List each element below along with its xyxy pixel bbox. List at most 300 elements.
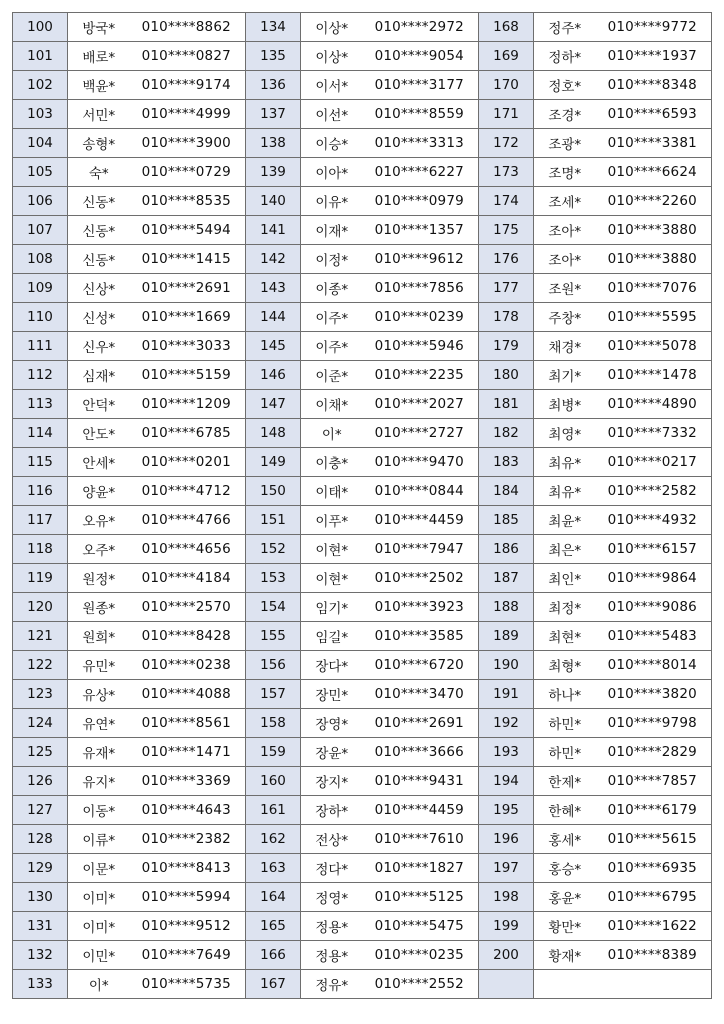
entry-number: 134 xyxy=(246,13,301,42)
entry-number: 147 xyxy=(246,390,301,419)
entry-phone: 010****2727 xyxy=(361,419,479,448)
entry-name: 숙* xyxy=(68,158,128,187)
entry-number: 120 xyxy=(13,593,68,622)
entry-number: 142 xyxy=(246,245,301,274)
entry-number: 170 xyxy=(479,71,534,100)
table-row xyxy=(13,854,712,883)
entry-name: 조원* xyxy=(534,274,594,303)
entry-phone: 010****9772 xyxy=(594,13,712,42)
entry-phone: 010****1937 xyxy=(594,42,712,71)
entry-phone: 010****3666 xyxy=(361,738,479,767)
entry-number: 100 xyxy=(13,13,68,42)
entry-name: 정용* xyxy=(301,941,361,970)
entry-phone: 010****5125 xyxy=(361,883,479,912)
entry-phone: 010****4643 xyxy=(128,796,246,825)
entry-name: 최유* xyxy=(534,477,594,506)
entry-phone: 010****6593 xyxy=(594,100,712,129)
entry-name: 이상* xyxy=(301,13,361,42)
entry-phone: 010****2582 xyxy=(594,477,712,506)
entry-number: 187 xyxy=(479,564,534,593)
entry-name: 임기* xyxy=(301,593,361,622)
entry-number: 197 xyxy=(479,854,534,883)
entry-number: 115 xyxy=(13,448,68,477)
entry-name: 이상* xyxy=(301,42,361,71)
entry-name: 이아* xyxy=(301,158,361,187)
winner-list-table xyxy=(12,12,712,999)
entry-phone: 010****2502 xyxy=(361,564,479,593)
entry-phone: 010****2570 xyxy=(128,593,246,622)
entry-phone: 010****0729 xyxy=(128,158,246,187)
entry-phone: 010****3585 xyxy=(361,622,479,651)
entry-name: 안도* xyxy=(68,419,128,448)
entry-phone: 010****8862 xyxy=(128,13,246,42)
entry-phone: 010****4999 xyxy=(128,100,246,129)
entry-number: 157 xyxy=(246,680,301,709)
entry-name: 신동* xyxy=(68,245,128,274)
entry-name: 방국* xyxy=(68,13,128,42)
entry-number: 190 xyxy=(479,651,534,680)
entry-phone: 010****4088 xyxy=(128,680,246,709)
table-row xyxy=(13,535,712,564)
entry-number: 183 xyxy=(479,448,534,477)
entry-phone: 010****4459 xyxy=(361,506,479,535)
entry-phone: 010****6795 xyxy=(594,883,712,912)
entry-number: 161 xyxy=(246,796,301,825)
table-row xyxy=(13,100,712,129)
entry-name: 정다* xyxy=(301,854,361,883)
table-row xyxy=(13,187,712,216)
entry-number: 121 xyxy=(13,622,68,651)
entry-number: 103 xyxy=(13,100,68,129)
table-row xyxy=(13,390,712,419)
entry-phone: 010****8348 xyxy=(594,71,712,100)
entry-number: 192 xyxy=(479,709,534,738)
entry-name: 신상* xyxy=(68,274,128,303)
table-row xyxy=(13,883,712,912)
entry-phone: 010****2552 xyxy=(361,970,479,999)
entry-phone: 010****7947 xyxy=(361,535,479,564)
entry-name: 최인* xyxy=(534,564,594,593)
entry-name: 최병* xyxy=(534,390,594,419)
table-row xyxy=(13,767,712,796)
entry-number: 198 xyxy=(479,883,534,912)
entry-phone: 010****9054 xyxy=(361,42,479,71)
table-row xyxy=(13,129,712,158)
entry-name: 신성* xyxy=(68,303,128,332)
entry-phone: 010****1415 xyxy=(128,245,246,274)
entry-phone: 010****6227 xyxy=(361,158,479,187)
entry-name: 이문* xyxy=(68,854,128,883)
table-row xyxy=(13,71,712,100)
table-row xyxy=(13,825,712,854)
entry-phone: 010****1622 xyxy=(594,912,712,941)
entry-number: 123 xyxy=(13,680,68,709)
entry-name: 이승* xyxy=(301,129,361,158)
entry-number: 200 xyxy=(479,941,534,970)
table-row xyxy=(13,912,712,941)
entry-number: 143 xyxy=(246,274,301,303)
entry-number: 114 xyxy=(13,419,68,448)
entry-name: 유상* xyxy=(68,680,128,709)
entry-phone: 010****0235 xyxy=(361,941,479,970)
entry-name: 장지* xyxy=(301,767,361,796)
entry-phone: 010****3313 xyxy=(361,129,479,158)
entry-phone: 010****9431 xyxy=(361,767,479,796)
table-row xyxy=(13,158,712,187)
entry-number: 118 xyxy=(13,535,68,564)
table-row xyxy=(13,970,712,999)
entry-name: 오주* xyxy=(68,535,128,564)
entry-phone: 010****5615 xyxy=(594,825,712,854)
entry-number: 182 xyxy=(479,419,534,448)
entry-name: 안덕* xyxy=(68,390,128,419)
entry-phone: 010****2382 xyxy=(128,825,246,854)
entry-phone: 010****8014 xyxy=(594,651,712,680)
entry-phone: 010****0827 xyxy=(128,42,246,71)
entry-phone: 010****6624 xyxy=(594,158,712,187)
entry-number: 177 xyxy=(479,274,534,303)
entry-phone: 010****9512 xyxy=(128,912,246,941)
table-row xyxy=(13,274,712,303)
table-row xyxy=(13,593,712,622)
entry-name: 오유* xyxy=(68,506,128,535)
entry-number: 126 xyxy=(13,767,68,796)
entry-name: 홍세* xyxy=(534,825,594,854)
entry-phone: 010****5735 xyxy=(128,970,246,999)
entry-name: 이미* xyxy=(68,883,128,912)
entry-number: 130 xyxy=(13,883,68,912)
entry-name: 이유* xyxy=(301,187,361,216)
entry-number: 189 xyxy=(479,622,534,651)
entry-name: 신동* xyxy=(68,187,128,216)
entry-number: 144 xyxy=(246,303,301,332)
entry-name: 양윤* xyxy=(68,477,128,506)
entry-name: 최유* xyxy=(534,448,594,477)
entry-number: 185 xyxy=(479,506,534,535)
entry-phone: 010****6157 xyxy=(594,535,712,564)
entry-number: 129 xyxy=(13,854,68,883)
entry-number: 163 xyxy=(246,854,301,883)
table-row xyxy=(13,303,712,332)
entry-number: 174 xyxy=(479,187,534,216)
entry-number: 156 xyxy=(246,651,301,680)
entry-phone: 010****0239 xyxy=(361,303,479,332)
entry-name: 배로* xyxy=(68,42,128,71)
entry-phone: 010****8428 xyxy=(128,622,246,651)
entry-number: 102 xyxy=(13,71,68,100)
entry-phone: 010****3900 xyxy=(128,129,246,158)
entry-name: 이푸* xyxy=(301,506,361,535)
entry-phone: 010****9864 xyxy=(594,564,712,593)
entry-phone: 010****1827 xyxy=(361,854,479,883)
entry-phone: 010****0844 xyxy=(361,477,479,506)
entry-number: 180 xyxy=(479,361,534,390)
entry-name: 황재* xyxy=(534,941,594,970)
entry-phone: 010****7610 xyxy=(361,825,479,854)
entry-phone: 010****5078 xyxy=(594,332,712,361)
entry-number: 148 xyxy=(246,419,301,448)
entry-phone: 010****1478 xyxy=(594,361,712,390)
entry-name: 정하* xyxy=(534,42,594,71)
entry-number: 101 xyxy=(13,42,68,71)
table-row xyxy=(13,332,712,361)
entry-phone: 010****2829 xyxy=(594,738,712,767)
table-row xyxy=(13,216,712,245)
entry-number: 195 xyxy=(479,796,534,825)
entry-name: 이정* xyxy=(301,245,361,274)
entry-phone: 010****6785 xyxy=(128,419,246,448)
entry-name: 이준* xyxy=(301,361,361,390)
entry-number: 181 xyxy=(479,390,534,419)
entry-number: 116 xyxy=(13,477,68,506)
table-body xyxy=(13,13,712,999)
entry-number: 196 xyxy=(479,825,534,854)
entry-phone: 010****1669 xyxy=(128,303,246,332)
entry-name: 정주* xyxy=(534,13,594,42)
entry-phone: 010****7649 xyxy=(128,941,246,970)
entry-number: 119 xyxy=(13,564,68,593)
entry-number: 176 xyxy=(479,245,534,274)
entry-number: 140 xyxy=(246,187,301,216)
entry-phone: 010****3381 xyxy=(594,129,712,158)
entry-phone: 010****7076 xyxy=(594,274,712,303)
entry-name: 황만* xyxy=(534,912,594,941)
entry-name: 정유* xyxy=(301,970,361,999)
entry-name: 이서* xyxy=(301,71,361,100)
entry-name: 장영* xyxy=(301,709,361,738)
table-row xyxy=(13,42,712,71)
entry-name: 채경* xyxy=(534,332,594,361)
entry-name: 최윤* xyxy=(534,506,594,535)
entry-number: 175 xyxy=(479,216,534,245)
entry-number: 131 xyxy=(13,912,68,941)
entry-name: 이선* xyxy=(301,100,361,129)
entry-number: 132 xyxy=(13,941,68,970)
entry-name: 정영* xyxy=(301,883,361,912)
entry-number: 199 xyxy=(479,912,534,941)
entry-phone: 010****2027 xyxy=(361,390,479,419)
table-row xyxy=(13,477,712,506)
entry-name: 한제* xyxy=(534,767,594,796)
entry-phone: 010****9798 xyxy=(594,709,712,738)
entry-number: 122 xyxy=(13,651,68,680)
table-row xyxy=(13,361,712,390)
entry-name: 이동* xyxy=(68,796,128,825)
entry-number: 124 xyxy=(13,709,68,738)
entry-name: 주창* xyxy=(534,303,594,332)
entry-phone: 010****3820 xyxy=(594,680,712,709)
entry-number: 155 xyxy=(246,622,301,651)
entry-phone: 010****3923 xyxy=(361,593,479,622)
entry-number: 145 xyxy=(246,332,301,361)
entry-number: 138 xyxy=(246,129,301,158)
entry-number: 193 xyxy=(479,738,534,767)
entry-number: 158 xyxy=(246,709,301,738)
empty-number-cell xyxy=(479,970,534,999)
entry-number: 160 xyxy=(246,767,301,796)
entry-name: 조세* xyxy=(534,187,594,216)
entry-phone: 010****5595 xyxy=(594,303,712,332)
entry-number: 127 xyxy=(13,796,68,825)
entry-number: 139 xyxy=(246,158,301,187)
entry-name: 이현* xyxy=(301,535,361,564)
entry-phone: 010****8413 xyxy=(128,854,246,883)
entry-name: 임길* xyxy=(301,622,361,651)
entry-phone: 010****8535 xyxy=(128,187,246,216)
entry-number: 168 xyxy=(479,13,534,42)
entry-name: 유민* xyxy=(68,651,128,680)
entry-number: 117 xyxy=(13,506,68,535)
entry-name: 신동* xyxy=(68,216,128,245)
entry-phone: 010****9470 xyxy=(361,448,479,477)
table-row xyxy=(13,564,712,593)
entry-name: 이* xyxy=(301,419,361,448)
entry-number: 104 xyxy=(13,129,68,158)
entry-phone: 010****5483 xyxy=(594,622,712,651)
entry-phone: 010****3369 xyxy=(128,767,246,796)
entry-name: 이채* xyxy=(301,390,361,419)
table-row xyxy=(13,448,712,477)
entry-name: 심재* xyxy=(68,361,128,390)
entry-number: 173 xyxy=(479,158,534,187)
entry-number: 105 xyxy=(13,158,68,187)
entry-name: 하나* xyxy=(534,680,594,709)
entry-number: 154 xyxy=(246,593,301,622)
entry-phone: 010****4932 xyxy=(594,506,712,535)
entry-phone: 010****2691 xyxy=(128,274,246,303)
entry-name: 신우* xyxy=(68,332,128,361)
table-row xyxy=(13,738,712,767)
entry-phone: 010****1209 xyxy=(128,390,246,419)
entry-number: 159 xyxy=(246,738,301,767)
entry-name: 이재* xyxy=(301,216,361,245)
entry-number: 172 xyxy=(479,129,534,158)
entry-phone: 010****7332 xyxy=(594,419,712,448)
entry-number: 110 xyxy=(13,303,68,332)
entry-name: 조광* xyxy=(534,129,594,158)
entry-phone: 010****3470 xyxy=(361,680,479,709)
entry-number: 113 xyxy=(13,390,68,419)
entry-phone: 010****3177 xyxy=(361,71,479,100)
entry-phone: 010****4712 xyxy=(128,477,246,506)
entry-name: 이* xyxy=(68,970,128,999)
entry-name: 이미* xyxy=(68,912,128,941)
entry-name: 최정* xyxy=(534,593,594,622)
entry-phone: 010****8559 xyxy=(361,100,479,129)
entry-number: 106 xyxy=(13,187,68,216)
entry-phone: 010****4766 xyxy=(128,506,246,535)
entry-phone: 010****3033 xyxy=(128,332,246,361)
entry-name: 안세* xyxy=(68,448,128,477)
entry-phone: 010****5494 xyxy=(128,216,246,245)
entry-name: 정용* xyxy=(301,912,361,941)
entry-phone: 010****2235 xyxy=(361,361,479,390)
entry-phone: 010****8389 xyxy=(594,941,712,970)
entry-name: 이류* xyxy=(68,825,128,854)
entry-name: 장하* xyxy=(301,796,361,825)
entry-name: 하민* xyxy=(534,738,594,767)
entry-name: 이충* xyxy=(301,448,361,477)
entry-number: 135 xyxy=(246,42,301,71)
entry-name: 조명* xyxy=(534,158,594,187)
entry-phone: 010****9086 xyxy=(594,593,712,622)
entry-phone: 010****5475 xyxy=(361,912,479,941)
table-row xyxy=(13,506,712,535)
entry-name: 이주* xyxy=(301,332,361,361)
entry-phone: 010****8561 xyxy=(128,709,246,738)
entry-name: 장윤* xyxy=(301,738,361,767)
entry-number: 153 xyxy=(246,564,301,593)
entry-phone: 010****0217 xyxy=(594,448,712,477)
entry-number: 151 xyxy=(246,506,301,535)
entry-name: 최영* xyxy=(534,419,594,448)
entry-phone: 010****7856 xyxy=(361,274,479,303)
entry-phone: 010****0201 xyxy=(128,448,246,477)
entry-name: 유지* xyxy=(68,767,128,796)
entry-phone: 010****4656 xyxy=(128,535,246,564)
table-row xyxy=(13,419,712,448)
table-row xyxy=(13,680,712,709)
table-row xyxy=(13,245,712,274)
entry-name: 이현* xyxy=(301,564,361,593)
table-row xyxy=(13,622,712,651)
entry-phone: 010****4459 xyxy=(361,796,479,825)
entry-number: 108 xyxy=(13,245,68,274)
entry-name: 원정* xyxy=(68,564,128,593)
entry-number: 164 xyxy=(246,883,301,912)
empty-cell xyxy=(534,970,712,999)
entry-number: 184 xyxy=(479,477,534,506)
entry-number: 146 xyxy=(246,361,301,390)
entry-name: 백윤* xyxy=(68,71,128,100)
entry-number: 167 xyxy=(246,970,301,999)
entry-name: 송형* xyxy=(68,129,128,158)
entry-phone: 010****4890 xyxy=(594,390,712,419)
entry-phone: 010****5994 xyxy=(128,883,246,912)
entry-number: 109 xyxy=(13,274,68,303)
entry-name: 하민* xyxy=(534,709,594,738)
entry-phone: 010****9612 xyxy=(361,245,479,274)
entry-name: 조아* xyxy=(534,245,594,274)
entry-name: 최은* xyxy=(534,535,594,564)
entry-name: 최형* xyxy=(534,651,594,680)
entry-number: 166 xyxy=(246,941,301,970)
entry-name: 이종* xyxy=(301,274,361,303)
entry-number: 194 xyxy=(479,767,534,796)
entry-number: 179 xyxy=(479,332,534,361)
entry-number: 141 xyxy=(246,216,301,245)
entry-number: 107 xyxy=(13,216,68,245)
entry-name: 홍윤* xyxy=(534,883,594,912)
entry-number: 149 xyxy=(246,448,301,477)
entry-number: 178 xyxy=(479,303,534,332)
entry-phone: 010****1471 xyxy=(128,738,246,767)
entry-phone: 010****4184 xyxy=(128,564,246,593)
entry-name: 원종* xyxy=(68,593,128,622)
table-row xyxy=(13,796,712,825)
entry-name: 유연* xyxy=(68,709,128,738)
entry-name: 이주* xyxy=(301,303,361,332)
entry-number: 165 xyxy=(246,912,301,941)
entry-name: 최현* xyxy=(534,622,594,651)
entry-phone: 010****6935 xyxy=(594,854,712,883)
entry-phone: 010****1357 xyxy=(361,216,479,245)
table-row xyxy=(13,651,712,680)
entry-phone: 010****6179 xyxy=(594,796,712,825)
table-row xyxy=(13,13,712,42)
entry-number: 191 xyxy=(479,680,534,709)
entry-name: 유재* xyxy=(68,738,128,767)
